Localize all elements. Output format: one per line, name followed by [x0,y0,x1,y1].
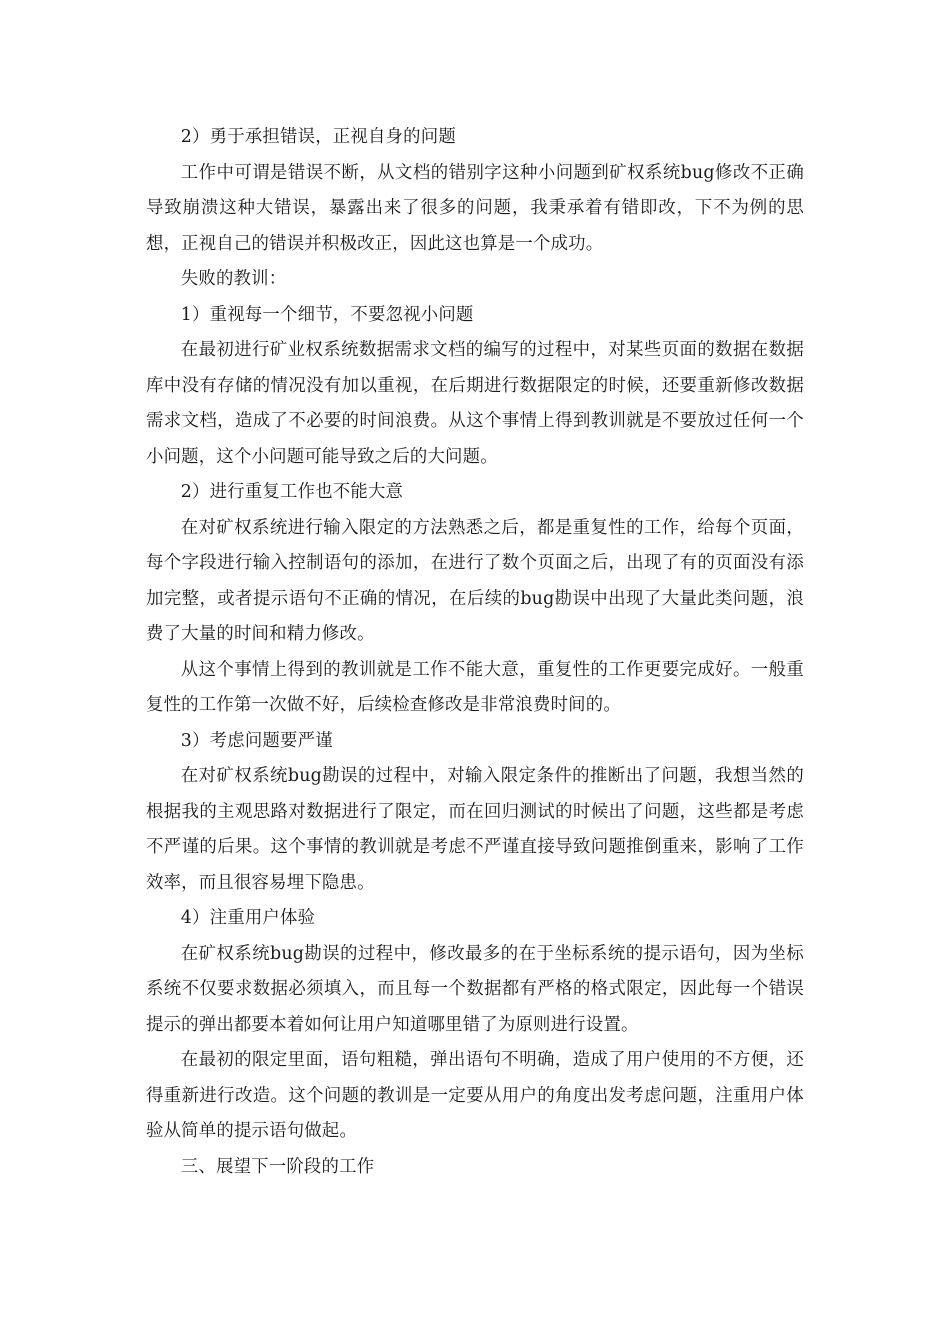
document-page [146,120,804,1185]
paragraph-take-responsibility: 工作中可谓是错误不断，从文档的错别字这种小问题到矿权系统bug修改不正确导致崩溃这种大错误，暴露出来了很多的问题，我秉承着有错即改，下不为例的思想，正视自己的错误并积极改正，因此这也算是一个成功。 [146,162,804,254]
paragraph-be-rigorous: 在对矿权系统bug勘误的过程中，对输入限定条件的推断出了问题，我想当然的根据我的主观思路对数据进行了限定，而在回归测试的时候出了问题，这些都是考虑不严谨的后果。这个事情的教训就是考虑不严谨直接导致问题推倒重来，影响了工作效率，而且很容易埋下隐患。 [146,766,804,893]
heading-1-value-details: 1）重视每一个细节，不要忽视小问题 [180,304,474,325]
paragraph-user-experience-lesson: 在最初的限定里面，语句粗糙，弹出语句不明确，造成了用户使用的不方便，还得重新进行改造。这个问题的教训是一定要从用户的角度出发考虑问题，注重用户体验从简单的提示语句做起。 [146,1050,804,1141]
paragraph-user-experience: 在矿权系统bug勘误的过程中，修改最多的在于坐标系统的提示语句，因为坐标系统不仅要求数据必须填入，而且每一个数据都有严格的格式限定，因此每一个错误提示的弹出都要本着如何让用户知道哪里错了为原则进行设置。 [146,943,804,1035]
heading-4-user-experience: 4）注重用户体验 [180,908,316,928]
paragraph-value-details: 在最初进行矿业权系统数据需求文档的编写的过程中，对某些页面的数据在数据库中没有存储的情况没有加以重视，在后期进行数据限定的时候，还要重新修改数据需求文档，造成了不必要的时间浪费。从这个事情上得到教训就是不要放过任何一个小问题，这个小问题可能导致之后的大问题。 [146,340,804,467]
heading-2-repetitive-work: 2）进行重复工作也不能大意 [180,482,404,502]
paragraph-repetitive-work: 在对矿权系统进行输入限定的方法熟悉之后，都是重复性的工作，给每个页面，每个字段进行输入控制语句的添加，在进行了数个页面之后，出现了有的页面没有添加完整，或者提示语句不正确的情况，在后续的bug勘误中出现了大量此类问题，浪费了大量的时间和精力修改。 [146,517,804,644]
heading-3-be-rigorous: 3）考虑问题要严谨 [180,730,333,751]
heading-section-three-outlook: 三、展望下一阶段的工作 [180,1156,375,1177]
paragraph-repetitive-work-lesson: 从这个事情上得到的教训就是工作不能大意，重复性的工作更要完成好。一般重复性的工作第一次做不好，后续检查修改是非常浪费时间的。 [146,659,804,715]
heading-lessons-of-failure: 失败的教训： [180,269,287,289]
heading-2-take-responsibility: 2）勇于承担错误，正视自身的问题 [180,127,456,147]
